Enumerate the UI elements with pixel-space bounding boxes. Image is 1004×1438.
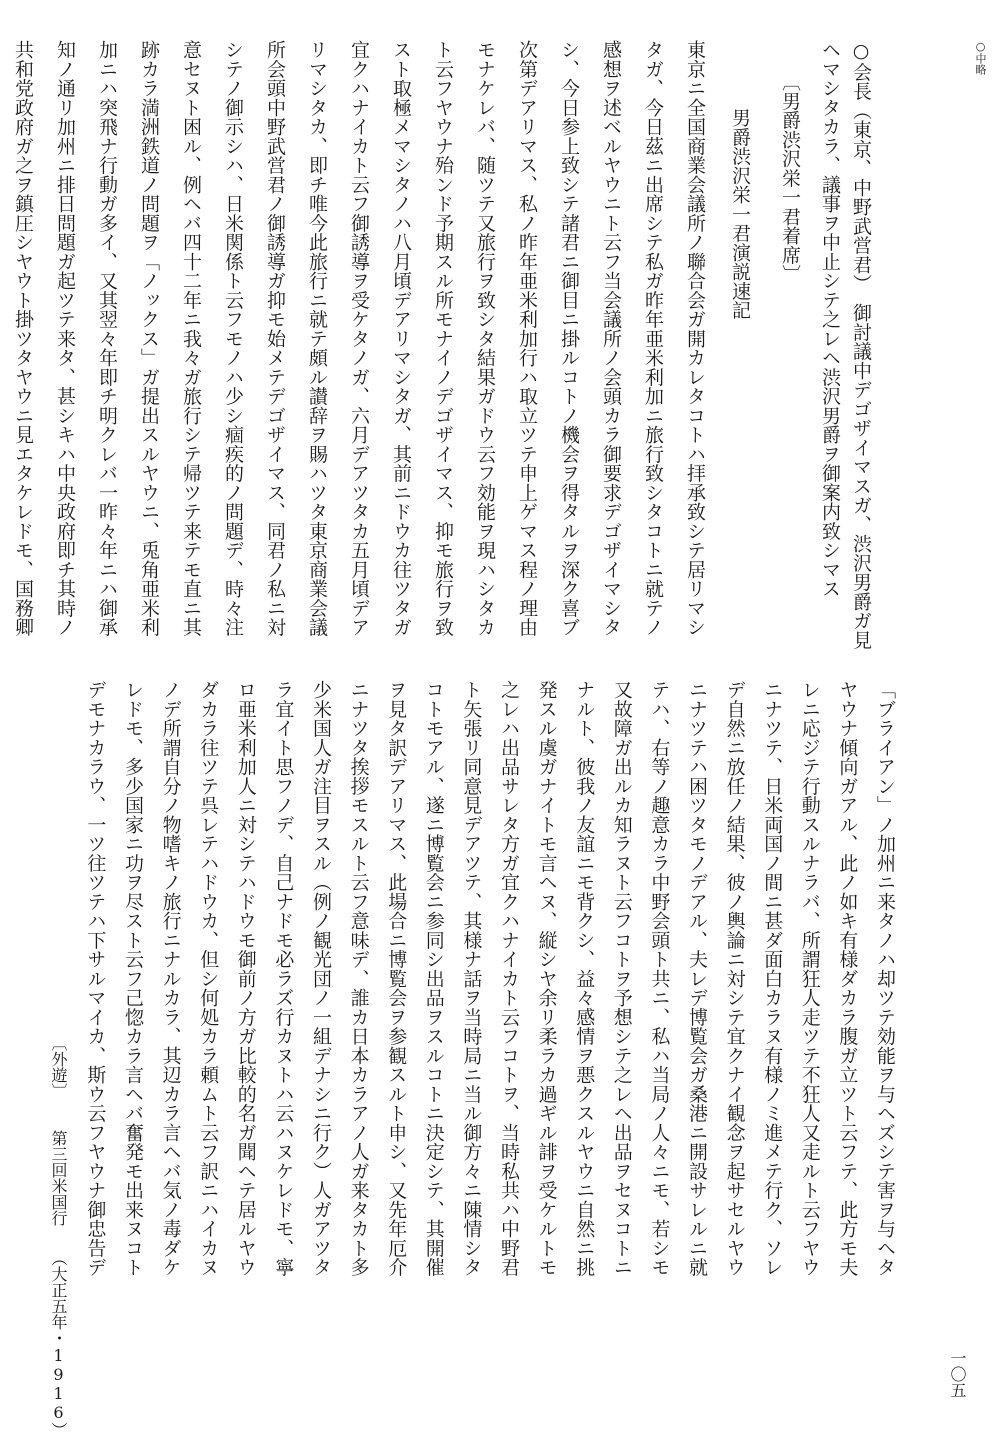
text-column: 次第デアリマス、私ノ昨年亜米利加行ハ取立ツテ申上ゲマス程ノ理由 bbox=[516, 40, 538, 637]
text-column: リマシタカ、即チ唯今此旅行ニ就テ頗ル讃辞ヲ賜ハツタ東京商業会議 bbox=[306, 40, 328, 637]
text-column: ト云フヤウナ殆ンド予期スル所モナイノデゴザイマス、抑モ旅行ヲ致 bbox=[432, 40, 454, 637]
text-column: ニナツテハ困ツタモノデアル、夫レデ博覧会ガ桑港ニ開設サレルニ就 bbox=[686, 680, 708, 1277]
text-column: モナケレバ、随ツテ又旅行ヲ致シタ結果ガドウ云フ効能ヲ現ハシタカ bbox=[474, 40, 496, 637]
text-column: ヲ見タ訳デアリマス、此場合ニ博覧会ヲ参観スルト申シ、又先年厄介 bbox=[385, 680, 408, 1277]
text-column: 少米国人ガ注目ヲスル（例ノ観光団ノ一組デナシニ行ク）人ガアツタ bbox=[310, 680, 332, 1277]
page-number: 一〇五 bbox=[948, 1350, 967, 1398]
text-column: ト矢張リ同意見デアツテ、其様ナ話ヲ当時局ニ当ル御方々ニ陳情シタ bbox=[460, 680, 483, 1277]
text-column: 共和党政府ガ之ヲ鎮圧シヤウト掛ツタヤウニ見エタケレドモ、国務卿 bbox=[12, 40, 34, 637]
text-column: テハ、右等ノ趣意カラ中野会頭ト共ニ、私ハ当局ノ人々ニモ、若シモ bbox=[648, 680, 671, 1277]
text-column: 男爵渋沢栄一君演説速記 bbox=[729, 108, 751, 320]
text-column: レドモ、多少国家ニ功ヲ尽スト云フ己惚カラ言ヘバ奮発モ出来ヌコト bbox=[122, 680, 144, 1277]
footer-section-label: 〔外遊〕 bbox=[49, 1035, 68, 1099]
text-column: スト取極メマシタノハ八月頃デアリマシタガ、其前ニドウカ往ツタガ bbox=[390, 40, 412, 637]
text-column: ロ亜米利加人ニ対シテハドウモ御前ノ方ガ比較的名ガ聞ヘテ居ルヤウ bbox=[234, 680, 257, 1277]
omission-note: ○中略 bbox=[974, 40, 987, 75]
text-column: ナルト、彼我ノ友誼ニモ背クシ、益々感情ヲ悪クスルヤウニ自然ニ挑 bbox=[573, 680, 596, 1277]
text-column: ヤウナ傾向ガアル、此ノ如キ有様ダカラ腹ガ立ツト云フテ、此方モ夫 bbox=[836, 680, 859, 1277]
text-column: 宜クハナイカト云フ御誘導ヲ受ケタノガ、六月デアツタカ五月頃デア bbox=[348, 40, 370, 637]
text-column: ノデ所謂自分ノ物嗜キノ旅行ニナルカラ、其辺カラ言ヘバ気ノ毒ダケ bbox=[159, 680, 182, 1277]
text-column: 知ノ通リ加州ニ排日問題ガ起ツテ来タ、甚シキハ中央政府即チ其時ノ bbox=[54, 40, 76, 637]
text-column: 意セヌト困ル、例ヘバ四十二年ニ我々ガ旅行シテ帰ツテ来テモ直ニ其 bbox=[180, 40, 202, 637]
text-column: デモナカラウ、一ツ往ツテハ下サルマイカ、斯ウ云フヤウナ御忠告デ bbox=[84, 680, 107, 1277]
text-column: ダカラ往ツテ呉レテハドウカ、但シ何処カラ頼ムト云フ訳ニハイカヌ bbox=[197, 680, 220, 1277]
text-column: レニ応ジテ行動スルナラバ、所謂狂人走ツテ不狂人又走ルト云フヤウ bbox=[798, 680, 821, 1277]
footer-date: （大正五年・1916） bbox=[49, 1250, 68, 1438]
text-column: 之レハ出品サレタ方ガ宜クハナイカト云フコトヲ、当時私共ハ中野君 bbox=[498, 680, 520, 1277]
text-column: 〔男爵渋沢栄一君着席〕 bbox=[779, 72, 801, 284]
text-column: 「ブライアン」ノ加州ニ来タノハ却ツテ効能ヲ与ヘズシテ害ヲ与ヘタ bbox=[874, 680, 896, 1277]
text-column: 跡カラ満洲鉄道ノ問題ヲ「ノックス」ガ提出スルヤウニ、兎角亜米利 bbox=[138, 40, 160, 637]
text-column: 又故障ガ出ルカ知ラヌト云フコトヲ予想シテ之レヘ出品ヲセヌコトニ bbox=[610, 680, 633, 1277]
text-column: タガ、今日茲ニ出席シテ私ガ昨年亜米利加ニ旅行致シタコトニ就テノ bbox=[642, 40, 664, 637]
text-column: ニナツタ挨拶モスルト云フ意味デ、誰カ日本カラアノ人ガ来タカト多 bbox=[347, 680, 370, 1277]
text-column: デ自然ニ放任ノ結果、彼ノ輿論ニ対シテ宜クナイ観念ヲ起サセルヤウ bbox=[723, 680, 746, 1277]
text-column: 発スル虞ガナイトモ言ヘヌ、縦シヤ余リ柔ラカ過ギル誹ヲ受ケルトモ bbox=[535, 680, 558, 1277]
text-column: シテノ御示シハ、日米関係ト云フモノハ少シ痼疾的ノ問題デ、時々注 bbox=[222, 40, 244, 637]
text-column: シ、今日参上致シテ諸君ニ御目ニ掛ルコトノ機会ヲ得タルヲ深ク喜ブ bbox=[558, 40, 580, 637]
text-column: ラ宜イト思フノデ、自己ナドモ必ラズ行カヌトハ云ハヌケレドモ、寧 bbox=[272, 680, 295, 1277]
text-column: ○会長（東京、中野武営君） 御討議中デゴザイマスガ、渋沢男爵ガ見 bbox=[850, 40, 872, 650]
text-column: ニナツテ、日米両国ノ間ニ甚ダ面白カラヌ有様ノミ進メテ行ク、ソレ bbox=[761, 680, 784, 1277]
text-column: 東京ニ全国商業会議所ノ聯合会ガ開カレタコトハ拝承致シテ居リマシ bbox=[684, 40, 706, 637]
text-column: 加ニハ突飛ナ行動ガ多イ、又其翌々年即チ明クレバ一昨々年ニハ御承 bbox=[96, 40, 118, 637]
footer-chapter-title: 第三回米国行 bbox=[49, 1130, 68, 1226]
text-column: 所会頭中野武営君ノ御誘導ガ抑モ始メテデゴザイマス、同君ノ私ニ対 bbox=[264, 40, 286, 637]
text-column: ヘマシタカラ、議事ヲ中止シテ之レヘ渋沢男爵ヲ御案内致シマス bbox=[819, 40, 841, 599]
text-column: 感想ヲ述ベルヤウニト云フ当会議所ノ会頭カラ御要求デゴザイマシタ bbox=[600, 40, 622, 637]
text-column: コトモアル、遂ニ博覧会ニ参同シ出品ヲスルコトニ決定シテ、其開催 bbox=[422, 680, 445, 1277]
